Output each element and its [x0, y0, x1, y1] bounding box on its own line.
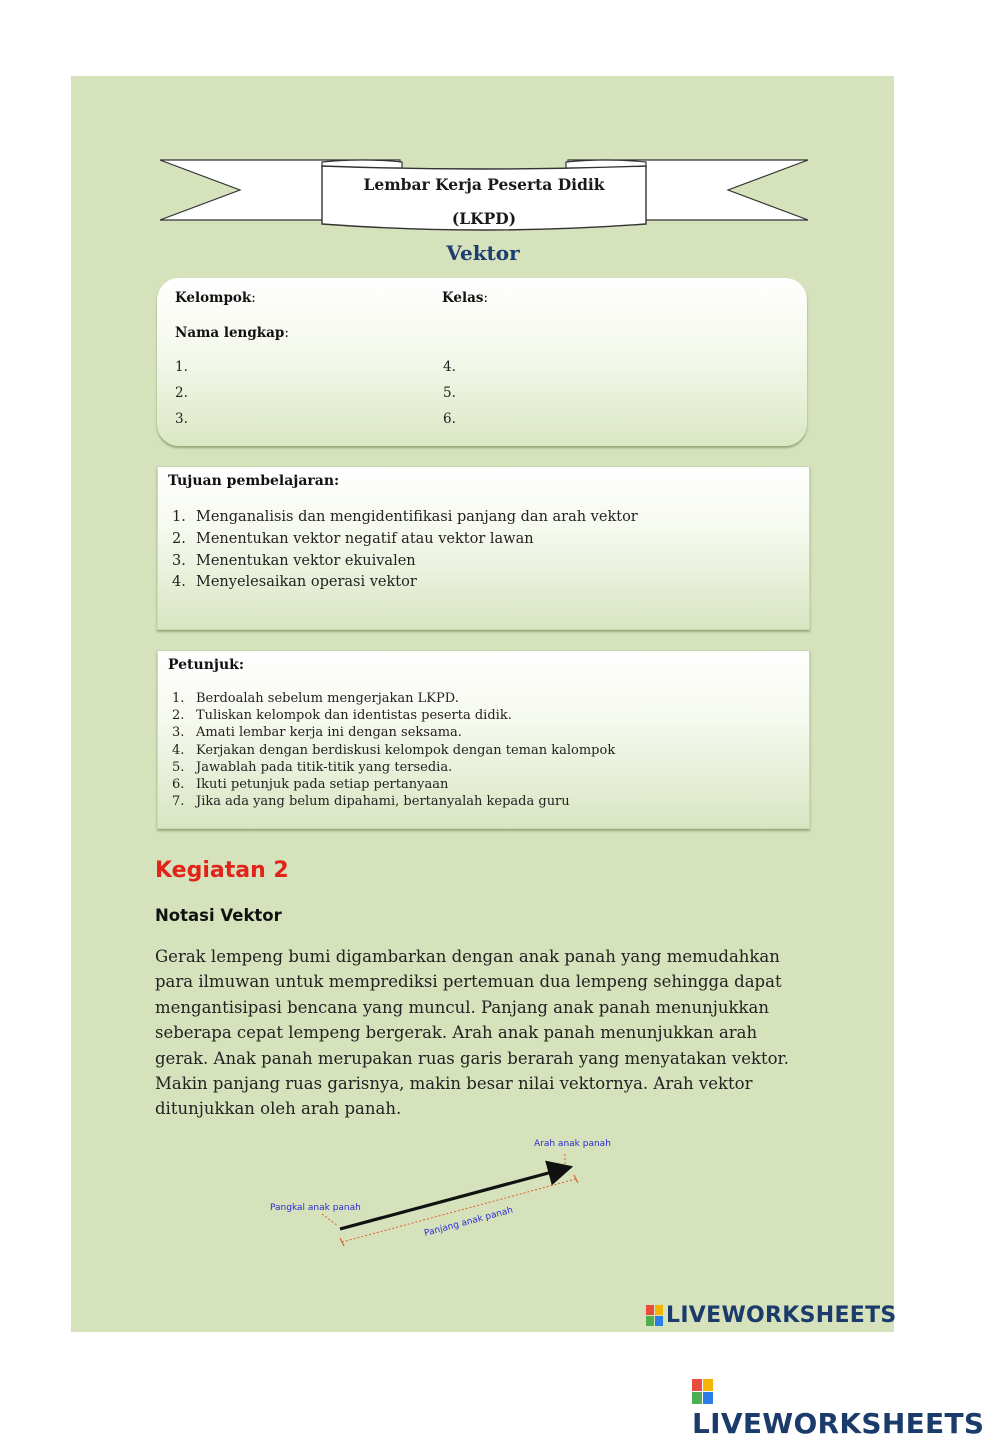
sheet-watermark	[646, 1303, 897, 1328]
list-item: 4. Menyelesaikan operasi vektor	[172, 574, 417, 591]
instructions-panel	[157, 650, 810, 829]
class-label: Kelas:	[442, 290, 489, 306]
list-item: 4. Kerjakan dengan berdiskusi kelompok dengan teman kalompok	[172, 742, 616, 758]
vector-diagram	[262, 1132, 622, 1252]
group-label: Kelompok:	[175, 290, 256, 306]
objectives-heading: Tujuan pembelajaran:	[168, 473, 340, 489]
title-line-2: (LKPD)	[451, 209, 517, 228]
instructions-heading: Petunjuk:	[168, 657, 244, 673]
activity-subtitle: Notasi Vektor	[155, 906, 282, 925]
member-number: 6.	[443, 411, 456, 427]
topic-heading: Vektor	[446, 241, 520, 265]
footer-watermark	[692, 1374, 1000, 1440]
list-item: 2. Menentukan vektor negatif atau vektor lawan	[172, 530, 534, 547]
list-item: 5. Jawablah pada titik-titik yang tersedia.	[172, 759, 453, 775]
list-item: 1. Berdoalah sebelum mengerjakan LKPD.	[172, 691, 459, 706]
objectives-panel	[157, 466, 810, 630]
instructions-list	[172, 690, 615, 810]
activity-title: Kegiatan 2	[155, 858, 289, 883]
name-label: Nama lengkap:	[175, 325, 289, 341]
list-item: 6. Ikuti petunjuk pada setiap pertanyaan	[172, 777, 449, 793]
direction-label: Arah anak panah	[534, 1139, 611, 1149]
list-item: 7. Jika ada yang belum dipahami, bertanyalah kepada guru	[172, 794, 570, 810]
list-item: 1. Menganalisis dan mengidentifikasi panjang dan arah vektor	[172, 509, 638, 525]
activity-paragraph: Gerak lempeng bumi digambarkan dengan anak panah yang memudahkan para ilmuwan untuk memprediksi pertemuan dua lempeng sehingga dapat mengantisipasi bencana yang muncul. Panjang anak panah menunjukkan seberapa cepat lempeng bergerak. Arah anak panah menunjukkan arah gerak. Anak panah merupakan ruas garis berarah yang menyatakan vektor. Makin panjang ruas garisnya, makin besar nilai vektornya. Arah vektor ditunjukkan oleh arah panah.	[155, 947, 789, 1119]
list-item: 3. Amati lembar kerja ini dengan seksama.	[172, 725, 462, 741]
base-label: Pangkal anak panah	[270, 1203, 361, 1213]
length-marker-line	[342, 1179, 576, 1242]
list-item: 3. Menentukan vektor ekuivalen	[172, 552, 416, 569]
base-pointer	[322, 1214, 338, 1226]
watermark-text: LIVEWORKSHEETS	[692, 1407, 985, 1440]
worksheet-title	[322, 168, 646, 236]
member-number: 3.	[175, 411, 188, 427]
member-number: 1.	[175, 359, 188, 375]
watermark-text: LIVEWORKSHEETS	[666, 1303, 897, 1328]
list-item: 2. Tuliskan kelompok dan identistas peserta didik.	[172, 708, 512, 724]
title-line-1: Lembar Kerja Peserta Didik	[363, 175, 605, 194]
member-number: 5.	[443, 385, 456, 401]
objectives-list	[172, 507, 638, 594]
liveworksheets-logo-icon	[692, 1379, 714, 1405]
vector-arrow	[340, 1168, 567, 1229]
length-label: Panjang anak panah	[423, 1205, 515, 1239]
liveworksheets-logo-icon	[646, 1305, 664, 1327]
member-number: 4.	[443, 359, 456, 375]
member-number: 2.	[175, 385, 188, 401]
